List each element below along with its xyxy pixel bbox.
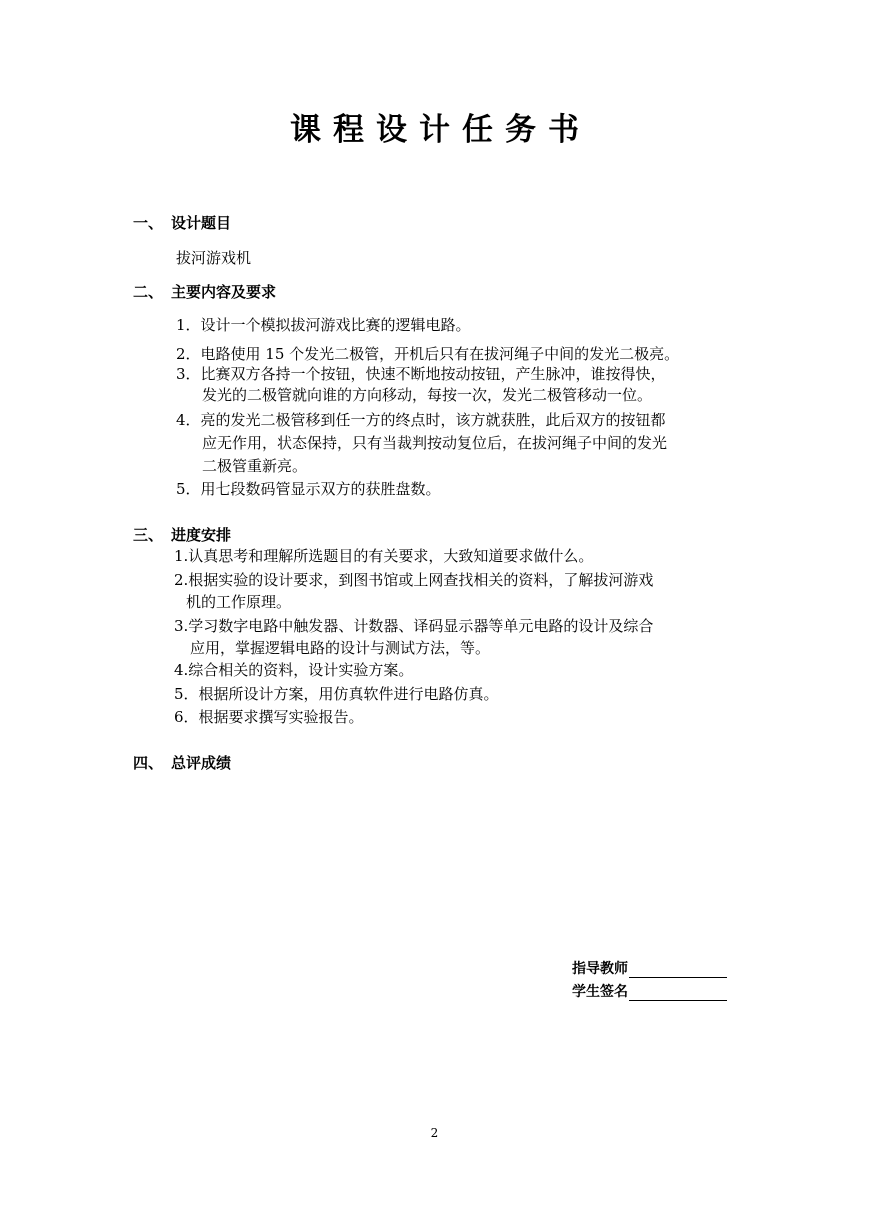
- instructor-signature-line[interactable]: [629, 963, 727, 978]
- schedule-line: 3.学习数字电路中触发器、计数器、译码显示器等单元电路的设计及综合: [174, 617, 654, 635]
- section-title: 进度安排: [171, 526, 232, 544]
- schedule-line: 6．根据要求撰写实验报告。: [174, 708, 364, 726]
- student-label: 学生签名: [572, 984, 628, 1000]
- requirement-line: 3．比赛双方各持一个按钮，快速不断地按动按钮，产生脉冲，谁按得快，: [176, 365, 666, 383]
- section-number: 四、: [133, 754, 164, 772]
- section-heading-requirements: [133, 281, 276, 302]
- section-heading-topic: [133, 212, 231, 233]
- schedule-line: 应用，掌握逻辑电路的设计与测试方法，等。: [190, 639, 491, 657]
- student-signature-line[interactable]: [629, 986, 727, 1001]
- requirement-line: 发光的二极管就向谁的方向移动，每按一次，发光二极管移动一位。: [202, 386, 653, 404]
- schedule-line: 4.综合相关的资料，设计实验方案。: [174, 661, 414, 679]
- section-number: 三、: [133, 526, 164, 544]
- page-number: 2: [430, 1126, 439, 1140]
- section-title: 总评成绩: [171, 754, 232, 772]
- topic-text: 拔河游戏机: [176, 249, 252, 267]
- section-title: 设计题目: [171, 214, 232, 232]
- document-title: 课程设计任务书: [290, 112, 591, 148]
- schedule-line: 机的工作原理。: [186, 593, 292, 611]
- section-number: 一、: [133, 214, 164, 232]
- requirement-line: 应无作用，状态保持，只有当裁判按动复位后，在拔河绳子中间的发光: [202, 434, 668, 452]
- requirement-line: 二极管重新亮。: [202, 457, 308, 475]
- requirement-line: 5．用七段数码管显示双方的获胜盘数。: [176, 480, 441, 498]
- requirement-line: 1．设计一个模拟拔河游戏比赛的逻辑电路。: [176, 316, 471, 334]
- schedule-line: 1.认真思考和理解所选题目的有关要求，大致知道要求做什么。: [174, 547, 594, 565]
- requirement-line: 4．亮的发光二极管移到任一方的终点时，该方就获胜，此后双方的按钮都: [176, 411, 666, 429]
- instructor-signature: [572, 958, 727, 978]
- schedule-line: 5．根据所设计方案，用仿真软件进行电路仿真。: [174, 685, 499, 703]
- requirement-line: 2．电路使用 15 个发光二极管，开机后只有在拔河绳子中间的发光二极亮。: [176, 345, 680, 363]
- section-heading-schedule: [133, 524, 231, 545]
- section-title: 主要内容及要求: [171, 283, 277, 301]
- student-signature: [572, 981, 727, 1001]
- section-number: 二、: [133, 283, 164, 301]
- instructor-label: 指导教师: [572, 961, 628, 977]
- schedule-line: 2.根据实验的设计要求，到图书馆或上网查找相关的资料，了解拔河游戏: [174, 571, 654, 589]
- section-heading-grade: [133, 752, 231, 773]
